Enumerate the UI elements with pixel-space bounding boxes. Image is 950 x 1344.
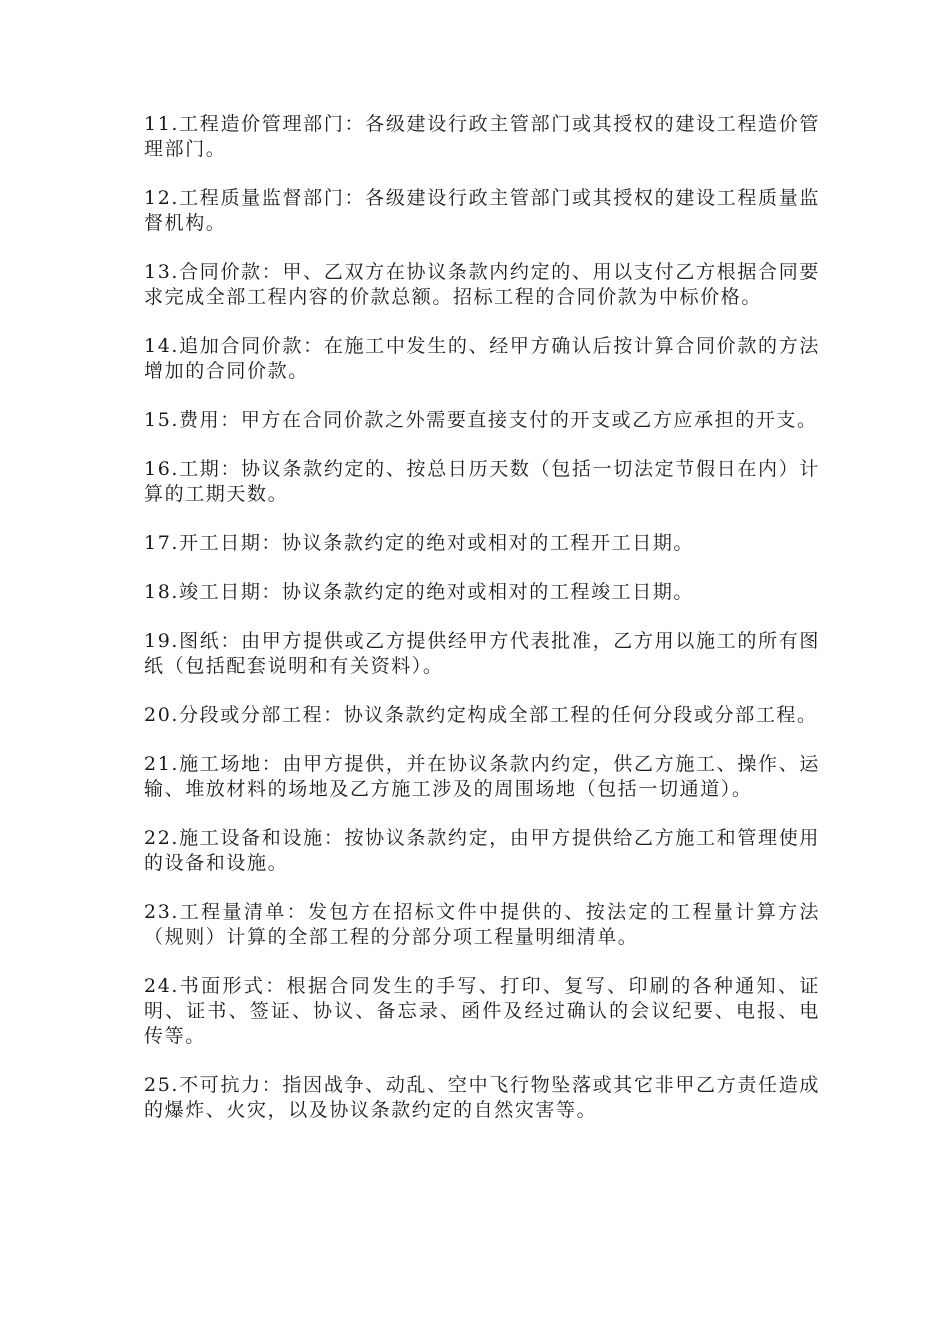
paragraph-17: 17.开工日期：协议条款约定的绝对或相对的工程开工日期。	[144, 532, 695, 554]
paragraph-11: 11.工程造价管理部门：各级建设行政主管部门或其授权的建设工程造价管理部门。	[144, 113, 820, 160]
paragraph-12: 12.工程质量监督部门：各级建设行政主管部门或其授权的建设工程质量监督机构。	[144, 187, 820, 234]
paragraph-15: 15.费用：甲方在合同价款之外需要直接支付的开支或乙方应承担的开支。	[144, 409, 818, 431]
paragraph-13: 13.合同价款：甲、乙双方在协议条款内约定的、用以支付乙方根据合同要求完成全部工程内容的价款总额。招标工程的合同价款为中标价格。	[144, 261, 820, 308]
paragraph-18: 18.竣工日期：协议条款约定的绝对或相对的工程竣工日期。	[144, 581, 695, 603]
paragraph-14: 14.追加合同价款：在施工中发生的、经甲方确认后按计算合同价款的方法增加的合同价款。	[144, 335, 820, 382]
paragraph-25: 25.不可抗力：指因战争、动乱、空中飞行物坠落或其它非甲乙方责任造成的爆炸、火灾，以及协议条款约定的自然灾害等。	[144, 1074, 820, 1121]
paragraph-22: 22.施工设备和设施：按协议条款约定，由甲方提供给乙方施工和管理使用的设备和设施。	[144, 827, 820, 874]
document-body	[144, 112, 820, 1147]
paragraph-16: 16.工期：协议条款约定的、按总日历天数（包括一切法定节假日在内）计算的工期天数。	[144, 458, 820, 505]
paragraph-21: 21.施工场地：由甲方提供，并在协议条款内约定，供乙方施工、操作、运输、堆放材料的场地及乙方施工涉及的周围场地（包括一切通道）。	[144, 753, 820, 800]
paragraph-23: 23.工程量清单：发包方在招标文件中提供的、按法定的工程量计算方法（规则）计算的全部工程的分部分项工程量明细清单。	[144, 901, 820, 948]
paragraph-24: 24.书面形式：根据合同发生的手写、打印、复写、印刷的各种通知、证明、证书、签证、协议、备忘录、函件及经过确认的会议纪要、电报、电传等。	[144, 975, 820, 1047]
paragraph-19: 19.图纸：由甲方提供或乙方提供经甲方代表批准，乙方用以施工的所有图纸（包括配套说明和有关资料）。	[144, 630, 820, 677]
paragraph-20: 20.分段或分部工程：协议条款约定构成全部工程的任何分段或分部工程。	[144, 704, 818, 726]
